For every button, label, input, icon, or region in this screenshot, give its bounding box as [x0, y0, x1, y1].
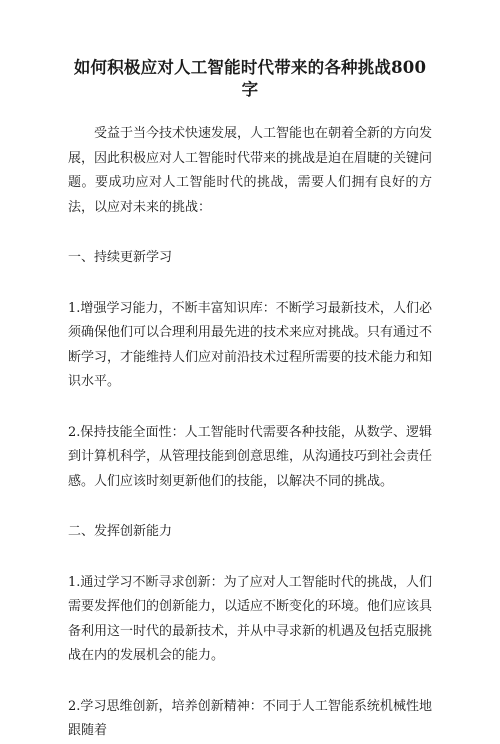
- section-heading-2: 二、发挥创新能力: [68, 524, 173, 539]
- section-2-paragraph-1: 1.通过学习不断寻求创新：为了应对人工智能时代的挑战，人们需要发挥他们的创新能力，以适应不断变化的环境。他们应该具备利用这一时代的最新技术，并从中寻求新的机遇及包括克服挑战在内的发展机会的能力。: [68, 574, 433, 663]
- section-1-paragraph-2: 2.保持技能全面性：人工智能时代需要各种技能，从数学、逻辑到计算机科学，从管理技能到创意思维，从沟通技巧到社会责任感。人们应该时刻更新他们的技能，以解决不同的挑战。: [68, 424, 433, 489]
- section-1-paragraph-1: 1.增强学习能力，不断丰富知识库：不断学习最新技术，人们必须确保他们可以合理利用最先进的技术来应对挑战。只有通过不断学习，才能维持人们应对前沿技术过程所需要的技术能力和知识水平。: [68, 300, 433, 389]
- section-heading-1: 一、持续更新学习: [68, 250, 173, 265]
- intro-paragraph: 受益于当今技术快速发展，人工智能也在朝着全新的方向发展，因此积极应对人工智能时代带来的挑战是迫在眉睫的关键问题。要成功应对人工智能时代的挑战，需要人们拥有良好的方法，以应对未来的挑战：: [68, 126, 433, 215]
- section-2-paragraph-2: 2.学习思维创新，培养创新精神：不同于人工智能系统机械性地跟随着: [68, 698, 432, 738]
- document-title: 如何积极应对人工智能时代带来的各种挑战800字: [73, 58, 427, 99]
